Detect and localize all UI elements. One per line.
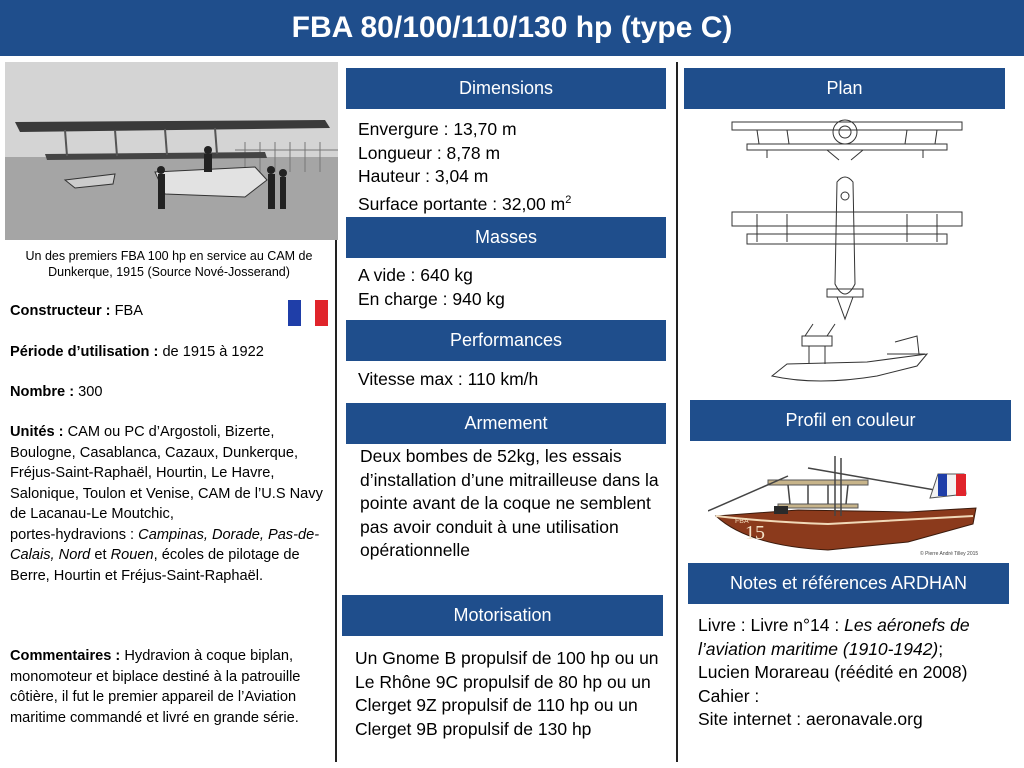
plan-header: Plan <box>684 68 1005 109</box>
unites-value: CAM ou PC d’Argostoli, Bizerte, Boulogne, Casablanca, Cazaux, Dunkerque, Fréjus-Saint-Raphaël, Hourtin, Le Havre, Salonique, Toulon et Venise, CAM de l’U.S Navy de Lacanau-Le Moutchic, <box>10 424 323 522</box>
dimensions-body <box>358 118 668 216</box>
constructeur-label: Constructeur : <box>10 303 111 319</box>
notes-site: Site internet : aeronavale.org <box>698 709 923 729</box>
periode-label: Période d’utilisation : <box>10 344 159 360</box>
livre-suffix: ; Lucien Morareau (réédité en 2008) <box>698 638 968 682</box>
nombre-row <box>10 382 325 403</box>
commentaires-value: Hydravion à coque biplan, monomoteur et biplace destiné à la patrouille côtière, il fut le premier appareil de l’Aviation maritime commandé et livré en grande série. <box>10 648 301 726</box>
nombre-label: Nombre : <box>10 384 75 400</box>
periode-value: de 1915 à 1922 <box>158 344 264 360</box>
masses-header: Masses <box>346 217 666 258</box>
performances-body <box>358 368 668 392</box>
historical-photo <box>5 62 338 240</box>
motorisation-header: Motorisation <box>342 595 663 636</box>
surface-row <box>358 189 668 216</box>
vitesse-max: Vitesse max : 110 km/h <box>358 369 539 389</box>
performances-header: Performances <box>346 320 666 361</box>
notes-cahier: Cahier : <box>698 685 760 706</box>
masse-charge: En charge : 940 kg <box>358 288 505 309</box>
unites-end: , écoles de pilotage de Berre, Hourtin et Fréjus-Saint-Raphaël. <box>10 547 300 584</box>
commentaires-label: Commentaires : <box>10 648 121 664</box>
longueur: Longueur : 8,78 m <box>358 142 501 163</box>
profile-fba-mark: FBA <box>735 518 749 525</box>
notes-header: Notes et références ARDHAN <box>688 563 1009 604</box>
unites-porte: portes-hydravions : <box>10 526 139 543</box>
commentaires-block <box>10 646 325 728</box>
constructeur-row <box>10 301 325 322</box>
armement-body: Deux bombes de 52kg, les essais d’installation d’une mitrailleuse dans la pointe avant de la coque ne semblent pas avoir conduit à une utilisation opérationnelle <box>360 446 659 560</box>
envergure: Envergure : 13,70 m <box>358 119 517 139</box>
motorisation-body: Un Gnome B propulsif de 100 hp ou un Le Rhône 9C propulsif de 80 hp ou un Clerget 9Z propulsif de 110 hp ou un Clerget 9B propulsif de 130 hp <box>355 648 659 739</box>
page-title: FBA 80/100/110/130 hp (type C) <box>0 0 1024 56</box>
profile-number: 15 <box>745 522 765 544</box>
livre-prefix: Livre : Livre n°14 : <box>698 615 845 635</box>
surface-exponent: 2 <box>565 193 572 206</box>
notes-body <box>698 614 998 732</box>
periode-row <box>10 342 325 363</box>
masse-vide: A vide : 640 kg <box>358 265 473 285</box>
unites-block <box>10 422 325 586</box>
unites-et: et <box>90 547 111 563</box>
profile-copyright: © Pierre André Tilley 2015 <box>920 551 979 557</box>
nombre-value: 300 <box>74 384 103 400</box>
constructeur-value: FBA <box>110 303 143 319</box>
masses-body <box>358 264 668 311</box>
column-divider-right <box>676 62 678 762</box>
surface: Surface portante : 32,00 m <box>358 193 566 214</box>
photo-caption: Un des premiers FBA 100 hp en service au CAM de Dunkerque, 1915 (Source Nové-Josserand) <box>25 249 313 279</box>
unites-rouen: Rouen <box>110 547 154 563</box>
livre-title: Les aéronefs de l’aviation maritime (1910-1942) <box>698 615 970 659</box>
unites-ships: Campinas, Dorade, Pas-de-Calais, Nord <box>10 526 320 563</box>
hauteur: Hauteur : 3,04 m <box>358 166 489 186</box>
armement-header: Armement <box>346 403 666 444</box>
dimensions-header: Dimensions <box>346 68 666 109</box>
profil-header: Profil en couleur <box>690 400 1011 441</box>
notes-livre <box>698 614 998 685</box>
unites-label: Unités : <box>10 424 64 440</box>
plan-drawing <box>727 114 967 396</box>
